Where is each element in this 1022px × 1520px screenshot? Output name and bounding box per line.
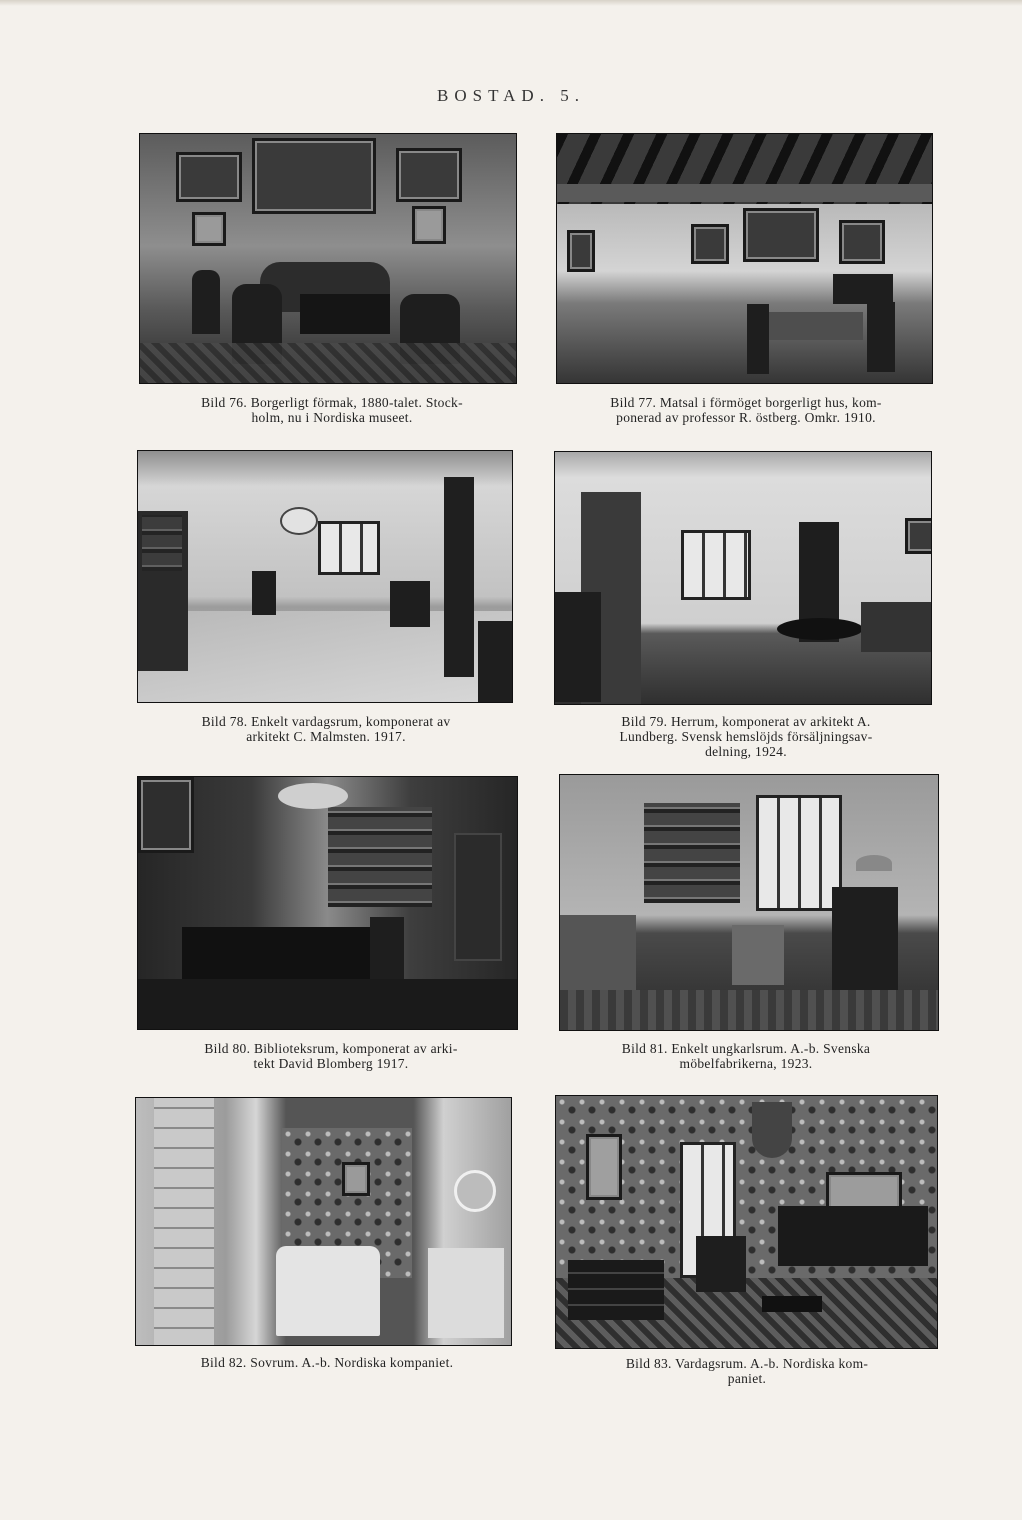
chair xyxy=(747,304,769,374)
page-edge xyxy=(0,0,1022,6)
chandelier xyxy=(278,783,348,809)
round-table xyxy=(777,618,863,640)
secretary-desk xyxy=(832,887,898,1007)
photo-bild-78 xyxy=(137,450,513,703)
armchair xyxy=(732,925,784,985)
chair xyxy=(252,571,276,615)
painting-frame xyxy=(743,208,819,262)
window xyxy=(681,530,751,600)
ceiling-beam xyxy=(557,184,933,202)
chair xyxy=(867,302,895,372)
chair xyxy=(192,270,220,334)
photo-bild-81 xyxy=(559,774,939,1031)
armchair xyxy=(390,581,430,627)
chair xyxy=(478,621,513,703)
chest-of-drawers xyxy=(568,1260,664,1320)
bookshelf xyxy=(644,803,740,903)
round-mirror xyxy=(454,1170,496,1212)
lamp xyxy=(856,855,892,871)
caption-bild-83: Bild 83. Vardagsrum. A.-b. Nordiska kom- paniet. xyxy=(625,1356,869,1386)
caption-bild-81: Bild 81. Enkelt ungkarlsrum. A.-b. Svenska möbelfabrikerna, 1923. xyxy=(621,1041,871,1071)
photo-bild-77 xyxy=(556,133,933,384)
painting-frame xyxy=(567,230,595,272)
armchair xyxy=(696,1236,746,1292)
caption-bild-82: Bild 82. Sovrum. A.-b. Nordiska kompaniet. xyxy=(200,1355,454,1370)
caption-bild-78: Bild 78. Enkelt vardagsrum, komponerat av arkitekt C. Malmsten. 1917. xyxy=(201,714,451,744)
door xyxy=(454,833,502,961)
pendant-lamp xyxy=(280,507,318,535)
tiled-stove xyxy=(154,1098,214,1346)
dining-table xyxy=(763,312,863,340)
portrait-frame xyxy=(138,777,194,853)
caption-bild-79: Bild 79. Herrum, komponerat av arkitekt A. Lundberg. Svensk hemslöjds försäljningsav- delning, 1924. xyxy=(619,714,873,759)
table xyxy=(300,294,390,334)
door xyxy=(444,477,474,677)
chandelier xyxy=(752,1102,792,1158)
mirror-frame xyxy=(586,1134,622,1200)
window xyxy=(756,795,842,911)
caption-bild-76: Bild 76. Borgerligt förmak, 1880-talet. Stock- holm, nu i Nordiska museet. xyxy=(201,395,463,425)
washstand xyxy=(428,1248,504,1338)
painting-frame xyxy=(252,138,376,214)
desk xyxy=(182,927,392,981)
bookshelf xyxy=(328,807,432,907)
photo-bild-76 xyxy=(139,133,517,384)
caption-bild-77: Bild 77. Matsal i förmöget borgerligt hus, kom- ponerad av professor R. östberg. Omkr. 1910. xyxy=(610,395,882,425)
photo-bild-83 xyxy=(555,1095,938,1349)
caption-bild-80: Bild 80. Biblioteksrum, komponerat av arki- tekt David Blomberg 1917. xyxy=(204,1041,458,1071)
sofa xyxy=(778,1206,928,1266)
photo-bild-79 xyxy=(554,451,932,705)
painting-frame xyxy=(412,206,446,244)
painting-frame xyxy=(342,1162,370,1196)
bookcase xyxy=(555,592,601,702)
photo-bild-80 xyxy=(137,776,518,1030)
painting-frame xyxy=(396,148,462,202)
photo-bild-82 xyxy=(135,1097,512,1346)
painting-frame xyxy=(176,152,242,202)
sideboard xyxy=(833,274,893,304)
stool xyxy=(762,1296,822,1312)
page-header: BOSTAD. 5. xyxy=(437,86,585,105)
bed xyxy=(276,1246,380,1336)
sofa xyxy=(560,915,636,995)
painting-frame xyxy=(691,224,729,264)
painting-frame xyxy=(839,220,885,264)
sofa xyxy=(861,602,932,652)
dish-rack xyxy=(142,515,182,571)
painting-frame xyxy=(192,212,226,246)
painting-frame xyxy=(905,518,932,554)
window xyxy=(318,521,380,575)
